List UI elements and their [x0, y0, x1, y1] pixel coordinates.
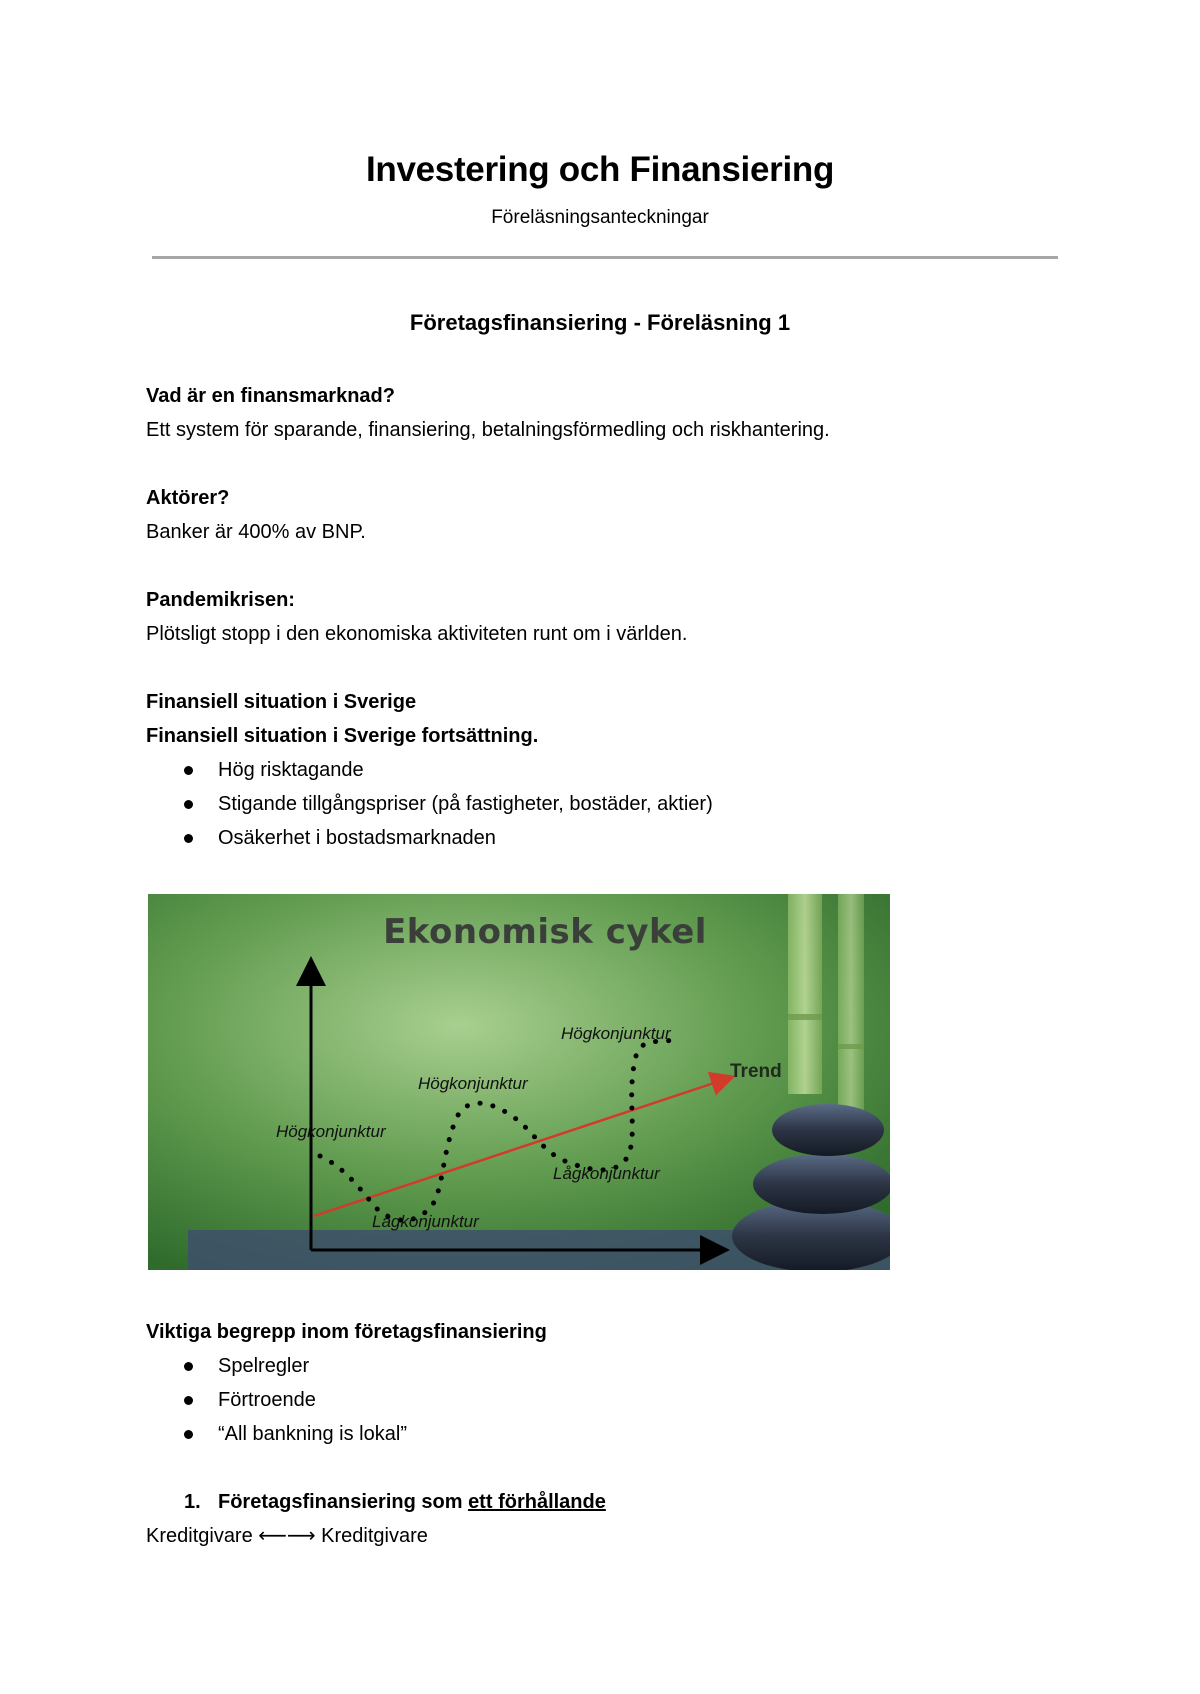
- question-aktorer: Aktörer?: [146, 487, 230, 509]
- document-page: Investering och Finansiering Föreläsningsanteckningar Företagsfinansiering - Föreläsning 1 Vad är en finansmarknad? Ett system för sparande, finansiering, betalningsförmedling och riskhantering. Aktörer? Banker är 400% av BNP. Pandemikrisen: Plötsligt stopp i den ekonomiska aktiviteten runt om i världen. Finansiell situation i Sverige Finansiell situation i Sverige fortsättning. Hög risktagande Stigande tillgångspriser (på fastigheter, bostäder, aktier) Osäkerhet i bostadsmarknaden Ekonomisk cykel Trend Högkonjunktur Lågkonjunktur Högkonjunktur Lågkonjunktur Högkonjunktur Viktiga begrepp inom företagsfinansiering Spelregler Förtroende “All bankning is lokal” 1. Företagsfinansiering som ett förhållande Kreditgivare ⟵⟶ Kreditgivare: [0, 0, 1200, 1694]
- answer-pandemikrisen: Plötsligt stopp i den ekonomiska aktiviteten runt om i världen.: [146, 623, 688, 645]
- list-number: 1.: [184, 1491, 201, 1513]
- title-divider: [152, 256, 1058, 259]
- question-pandemikrisen: Pandemikrisen:: [146, 589, 295, 611]
- economic-cycle-figure: [148, 894, 890, 1270]
- question-finansmarknad: Vad är en finansmarknad?: [146, 385, 395, 407]
- bullet-icon: [184, 1362, 193, 1371]
- figure-title: Ekonomisk cykel: [383, 912, 707, 952]
- document-title: Investering och Finansiering: [365, 150, 835, 189]
- cycle-label: Högkonjunktur: [561, 1024, 671, 1043]
- numbered-item-underlined: ett förhållande: [468, 1491, 606, 1513]
- numbered-item-text: Företagsfinansiering som: [218, 1491, 469, 1513]
- stone-icon: [772, 1104, 884, 1156]
- heading-viktiga-begrepp: Viktiga begrepp inom företagsfinansiering: [146, 1321, 547, 1343]
- cycle-label: Lågkonjunktur: [372, 1212, 479, 1231]
- bullet-icon: [184, 1396, 193, 1405]
- bullet-icon: [184, 1430, 193, 1439]
- cycle-label: Högkonjunktur: [276, 1122, 386, 1141]
- bullet-icon: [184, 766, 193, 775]
- cycle-label: Lågkonjunktur: [553, 1164, 660, 1183]
- heading-finansiell-situation: Finansiell situation i Sverige: [146, 691, 417, 713]
- section-heading: Företagsfinansiering - Föreläsning 1: [409, 310, 791, 335]
- bullet-icon: [184, 800, 193, 809]
- document-subtitle: Föreläsningsanteckningar: [491, 207, 709, 228]
- bullet-icon: [184, 834, 193, 843]
- relation-line: Kreditgivare ⟵⟶ Kreditgivare: [146, 1525, 428, 1547]
- heading-finansiell-situation-fortsattning: Finansiell situation i Sverige fortsättning.: [146, 725, 539, 747]
- answer-finansmarknad: Ett system för sparande, finansiering, betalningsförmedling och riskhantering.: [146, 419, 830, 441]
- stone-icon: [753, 1154, 890, 1214]
- cycle-label: Högkonjunktur: [418, 1074, 528, 1093]
- answer-aktorer: Banker är 400% av BNP.: [146, 521, 366, 543]
- trend-label: Trend: [730, 1061, 782, 1082]
